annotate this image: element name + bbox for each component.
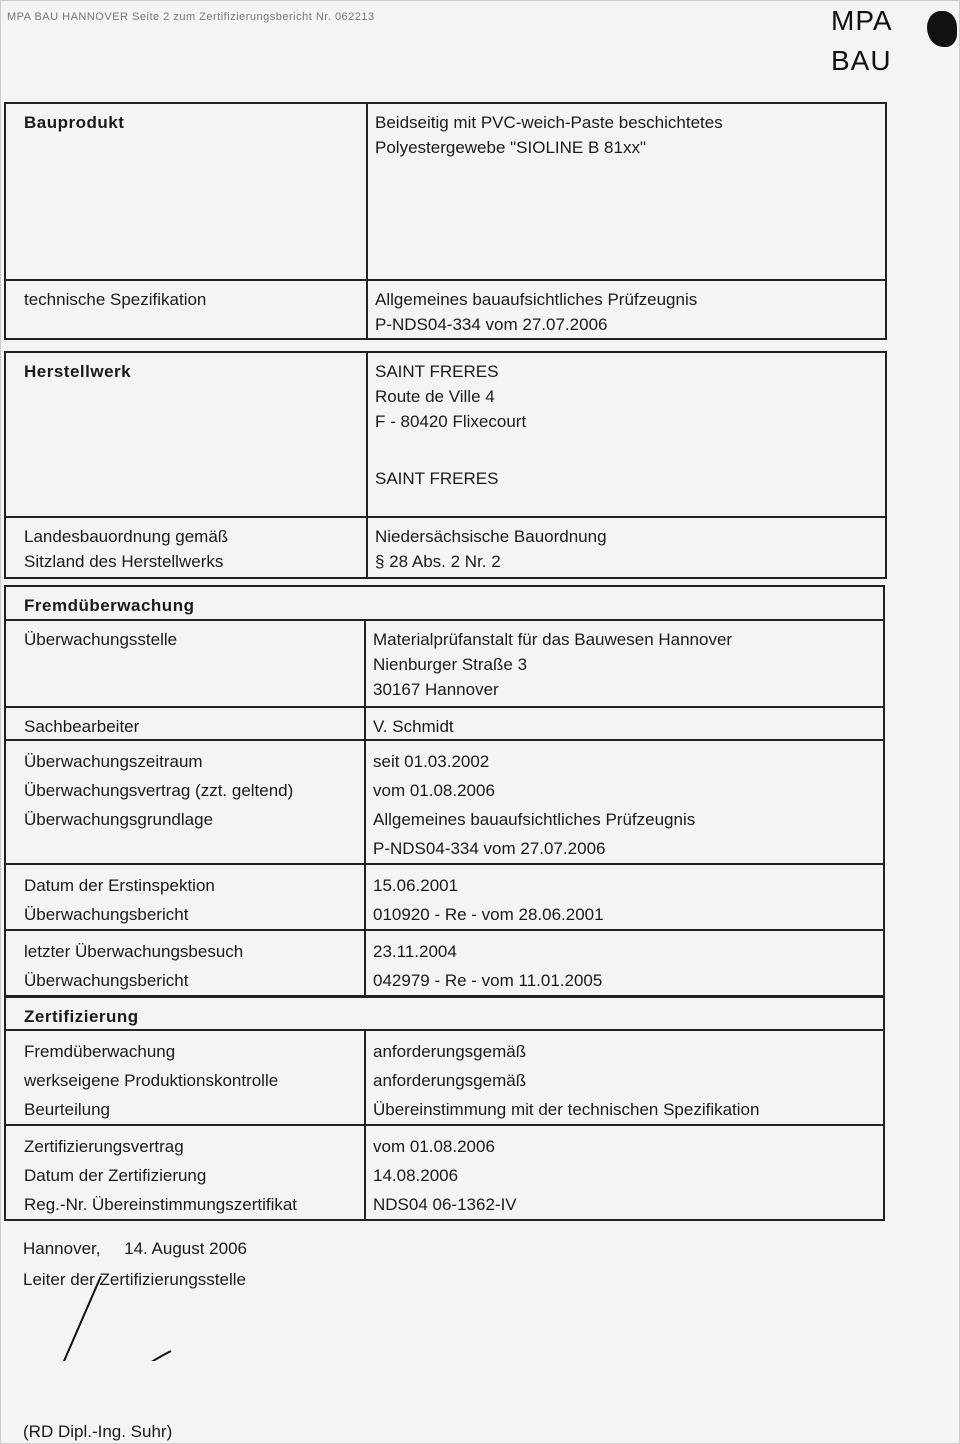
fremdueberwachung-title: Fremdüberwachung [5, 586, 884, 620]
row-label: Sachbearbeiter [5, 707, 365, 740]
zertifizierung-title: Zertifizierung [5, 997, 884, 1030]
spec-label: technische Spezifikation [5, 280, 367, 339]
row-label: Überwachungsstelle [5, 620, 365, 707]
row-label: letzter Überwachungsbesuch Überwachungsbericht [5, 930, 365, 996]
herstellwerk-label: Herstellwerk [5, 352, 367, 517]
spec-value: Allgemeines bauaufsichtliches Prüfzeugnis P-NDS04-334 vom 27.07.2006 [367, 280, 886, 339]
row-value: seit 01.03.2002 vom 01.08.2006 Allgemeines bauaufsichtliches Prüfzeugnis P-NDS04-334 vom 27.07.2006 [365, 740, 884, 864]
page-header-line: MPA BAU HANNOVER Seite 2 zum Zertifizierungsbericht Nr. 062213 [7, 11, 375, 23]
row-value: V. Schmidt [365, 707, 884, 740]
signer-name: (RD Dipl.-Ing. Suhr) [23, 1422, 173, 1441]
row-label: Datum der Erstinspektion Überwachungsbericht [5, 864, 365, 930]
row-label: Überwachungszeitraum Überwachungsvertrag (zzt. geltend) Überwachungsgrundlage [5, 740, 365, 864]
row-value: vom 01.08.2006 14.08.2006 NDS04 06-1362-IV [365, 1125, 884, 1220]
mpa-bau-logo: MPA BAU [831, 1, 893, 81]
herstellwerk-address: SAINT FRERES Route de Ville 4 F - 80420 Flixecourt SAINT FRERES [367, 352, 886, 517]
bauprodukt-value: Beidseitig mit PVC-weich-Paste beschichtetes Polyestergewebe "SIOLINE B 81xx" [367, 103, 886, 280]
handwritten-signature [21, 1271, 181, 1361]
lbo-value: Niedersächsische Bauordnung § 28 Abs. 2 Nr. 2 [367, 517, 886, 578]
herstellwerk-table [4, 351, 887, 579]
row-label: Fremdüberwachung werkseigene Produktionskontrolle Beurteilung [5, 1030, 365, 1125]
row-value: 23.11.2004 042979 - Re - vom 11.01.2005 [365, 930, 884, 996]
bauprodukt-table [4, 102, 887, 340]
row-value: anforderungsgemäß anforderungsgemäß Übereinstimmung mit der technischen Spezifikation [365, 1030, 884, 1125]
zertifizierung-table [4, 996, 885, 1221]
place-date: Hannover, 14. August 2006 [23, 1239, 247, 1258]
row-value: 15.06.2001 010920 - Re - vom 28.06.2001 [365, 864, 884, 930]
signer-role: Leiter der Zertifizierungsstelle [23, 1270, 246, 1289]
lbo-label: Landesbauordnung gemäß Sitzland des Herstellwerks [5, 517, 367, 578]
bauprodukt-label: Bauprodukt [5, 103, 367, 280]
row-label: Zertifizierungsvertrag Datum der Zertifizierung Reg.-Nr. Übereinstimmungszertifikat [5, 1125, 365, 1220]
fremdueberwachung-table [4, 585, 885, 997]
row-value: Materialprüfanstalt für das Bauwesen Hannover Nienburger Straße 3 30167 Hannover [365, 620, 884, 707]
